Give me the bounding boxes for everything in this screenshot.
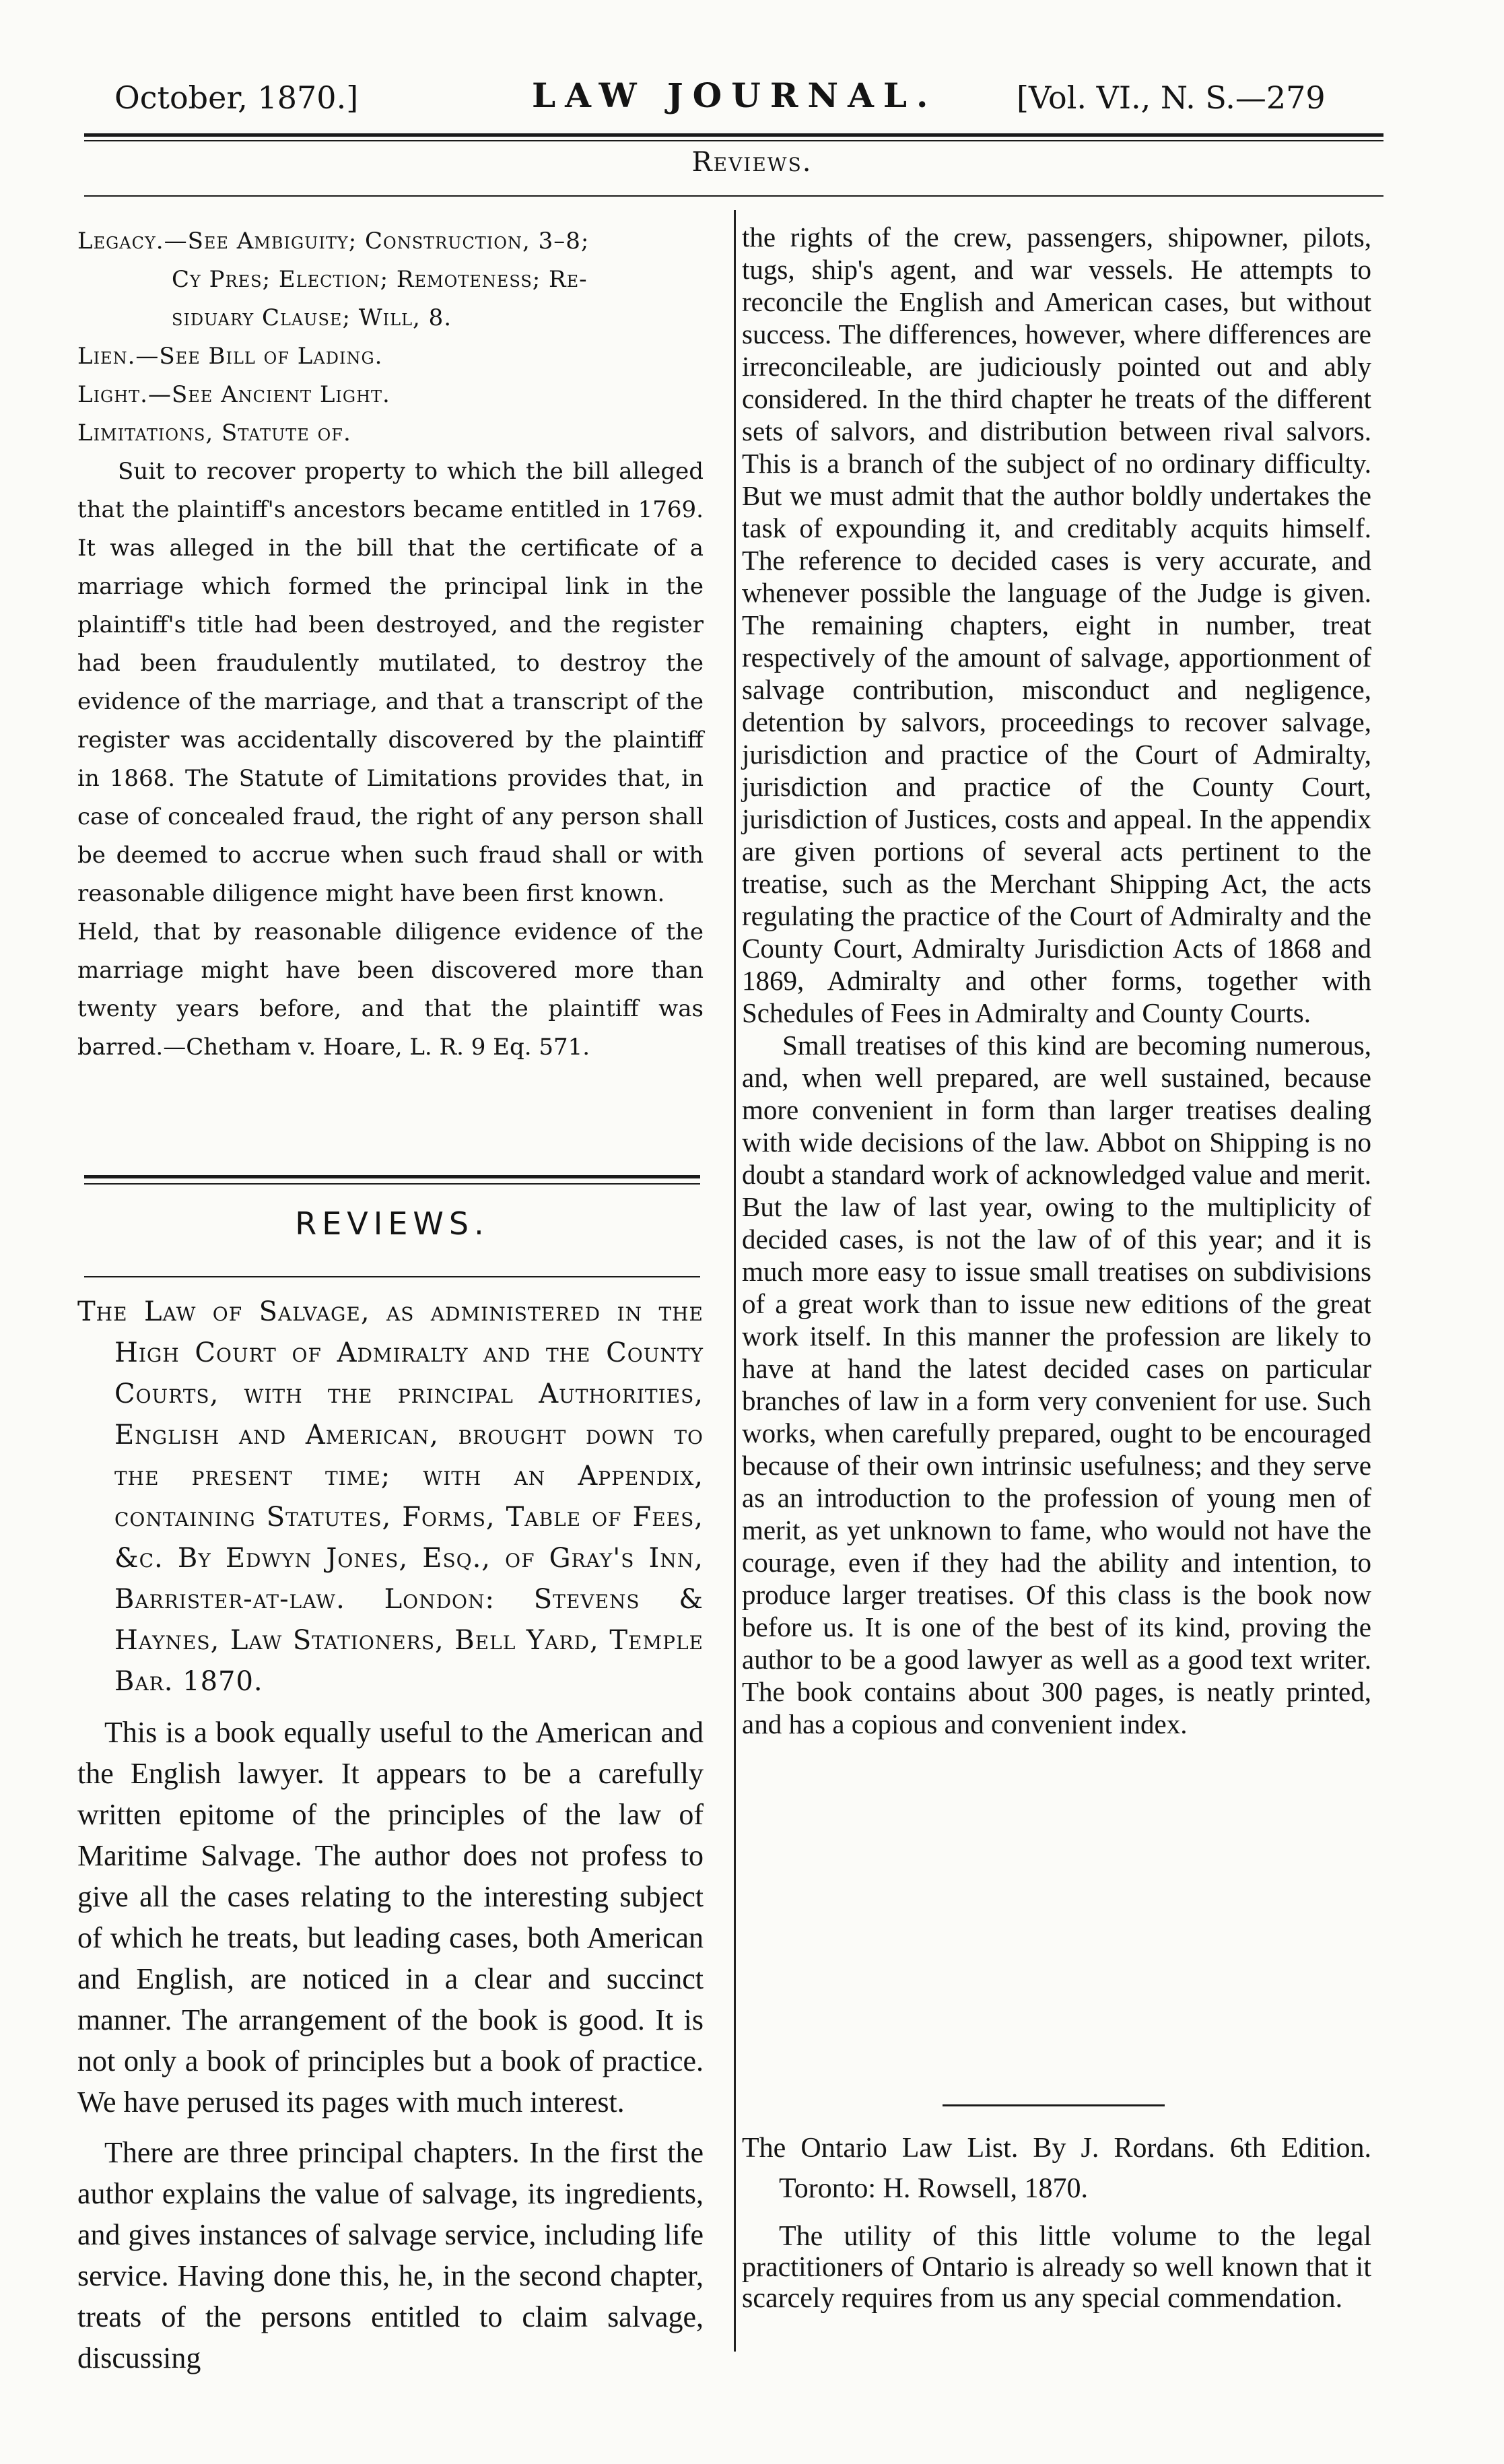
- review-salvage-paragraph-3: the rights of the crew, passengers, shipowner, pilots, tugs, ship's agent, and war vessels. He attempts to reconcile the English and American cases, but without success. The differences, however, where differences are irreconcileable, are judiciously pointed out and ably considered. In the third chapter he treats of the different sets of salvors, and distribution between rival salvors. This is a branch of the subject of no ordinary difficulty. But we must admit that the author boldly undertakes the task of expounding it, and creditably acquits himself. The reference to decided cases is very accurate, and whenever possible the language of the Judge is given. The remaining chapters, eight in number, treat respectively of the amount of salvage, apportionment of salvage contribution, misconduct and negligence, detention by salvors, proceedings to recover salvage, jurisdiction and practice of the Court of Admiralty, jurisdiction and practice of the County Court, jurisdiction of Justices, costs and appeal. In the appendix are given portions of several acts pertinent to the treatise, such as the Merchant Shipping Act, the acts regulating the practice of the Court of Admiralty and the County Court, Admiralty Jurisdiction Acts of 1868 and 1869, Admiralty and other forms, together with Schedules of Fees in Admiralty and County Courts.: [742, 222, 1371, 1028]
- review-ontario-law-list: [742, 2128, 1371, 2314]
- header-rule-thick: [84, 133, 1383, 137]
- digest-entries: [77, 222, 704, 1067]
- section-title: Reviews.: [691, 147, 813, 178]
- review-salvage-paragraph-2: There are three principal chapters. In the first the author explains the value of salvage, its ingredients, and gives instances of salvage service, including life service. Having done this, he, in the second chapter, treats of the persons entitled to claim salvage, discussing: [77, 2136, 704, 2374]
- review-salvage-paragraph-1: This is a book equally useful to the American and the English lawyer. It appears to be a carefully written epitome of the principles of the law of Maritime Salvage. The author does not profess to give all the cases relating to the interesting subject of which he treats, but leading cases, both American and English, are noticed in a clear and succinct manner. The arrangement of the book is good. It is not only a book of principles but a book of practice. We have perused its pages with much interest.: [77, 1716, 704, 2119]
- digest-limitations: Limitations, Statute of.: [77, 420, 351, 446]
- digest-legacy-cont2: siduary Clause; Will, 8.: [172, 304, 452, 331]
- section-rule: [84, 195, 1383, 197]
- review-separator-rule: [943, 2104, 1165, 2106]
- running-head-journal: LAW JOURNAL.: [532, 75, 938, 115]
- reviews-rule-thick: [84, 1175, 700, 1178]
- digest-light: Light.—See Ancient Light.: [77, 381, 390, 408]
- digest-legacy-cont1: Cy Pres; Election; Remoteness; Re-: [172, 266, 588, 293]
- review-salvage-title: The Law of Salvage, as administered in the High Court of Admiralty and the County Courts, with the principal Authorities, English and American, brought down to the present time; with an Appendix, containing Statutes, Forms, Table of Fees, &c. By Edwyn Jones, Esq., of Gray's Inn, Barrister-at-law. London: Stevens & Haynes, Law Stationers, Bell Yard, Temple Bar. 1870.: [77, 1296, 704, 1697]
- column-divider: [734, 210, 736, 2352]
- running-head-date: October, 1870.]: [114, 79, 359, 116]
- review-salvage: [77, 1292, 704, 2388]
- header-rule-thin: [84, 140, 1383, 141]
- review-salvage-body: [77, 1712, 704, 2378]
- digest-legacy: [77, 222, 704, 261]
- reviews-rule-thin: [84, 1183, 700, 1185]
- running-head-volume: [Vol. VI., N. S.—279: [1017, 79, 1326, 116]
- digest-case-text: Suit to recover property to which the bill alleged that the plaintiff's ancestors became entitled in 1769. It was alleged in the bill that the certificate of a marriage which formed the principal link in the plaintiff's title had been destroyed, and the register had been fraudulently mutilated, to destroy the evidence of the marriage, and that a transcript of the register was accidentally discovered by the plaintiff in 1868. The Statute of Limitations provides that, in case of concealed fraud, the right of any person shall be deemed to accrue when such fraud shall or with reasonable diligence might have been first known.: [77, 458, 704, 907]
- reviews-heading-rule: [84, 1276, 700, 1277]
- digest-lien: Lien.—See Bill of Lading.: [77, 343, 383, 370]
- review-salvage-paragraph-4: Small treatises of this kind are becoming numerous, and, when well prepared, are well sustained, because more convenient in form than larger treatises dealing with wide decisions of the law. Abbot on Shipping is no doubt a standard work of acknowledged value and merit. But the law of last year, owing to the multiplicity of decided cases, is not the law of of this year; and it is much more easy to issue small treatises on subdivisions of a great work than to issue new editions of the great work itself. In this manner the profession are likely to have at hand the latest decided cases on particular branches of law in a form very convenient for use. Such works, when carefully prepared, ought to be encouraged because of their own intrinsic usefulness; and they serve as an introduction to the profession of young men of merit, as yet unknown to fame, who would not have the courage, even if they had the ability and intention, to produce larger treatises. Of this class is the book now before us. It is one of the best of its kind, proving the author to be a good lawyer as well as a good text writer. The book contains about 300 pages, is neatly printed, and has a copious and convenient index.: [742, 1030, 1371, 1739]
- digest-legacy-text: —See Ambiguity; Construction, 3–8;: [164, 228, 590, 255]
- digest-case-held: Held, that by reasonable diligence evidence of the marriage might have been discovered more than twenty years before, and that the plaintiff was barred.—Chetham v. Hoare, L. R. 9 Eq. 571.: [77, 919, 704, 1061]
- review-salvage-continued: [742, 221, 1371, 1740]
- digest-legacy-head: Legacy.: [77, 228, 164, 255]
- review-ontario-title: The Ontario Law List. By J. Rordans. 6th Edition. Toronto: H. Rowsell, 1870.: [742, 2133, 1371, 2204]
- review-ontario-paragraph: The utility of this little volume to the legal practitioners of Ontario is already so well known that it scarcely requires from us any special commendation.: [742, 2221, 1371, 2314]
- reviews-heading: REVIEWS.: [295, 1205, 489, 1242]
